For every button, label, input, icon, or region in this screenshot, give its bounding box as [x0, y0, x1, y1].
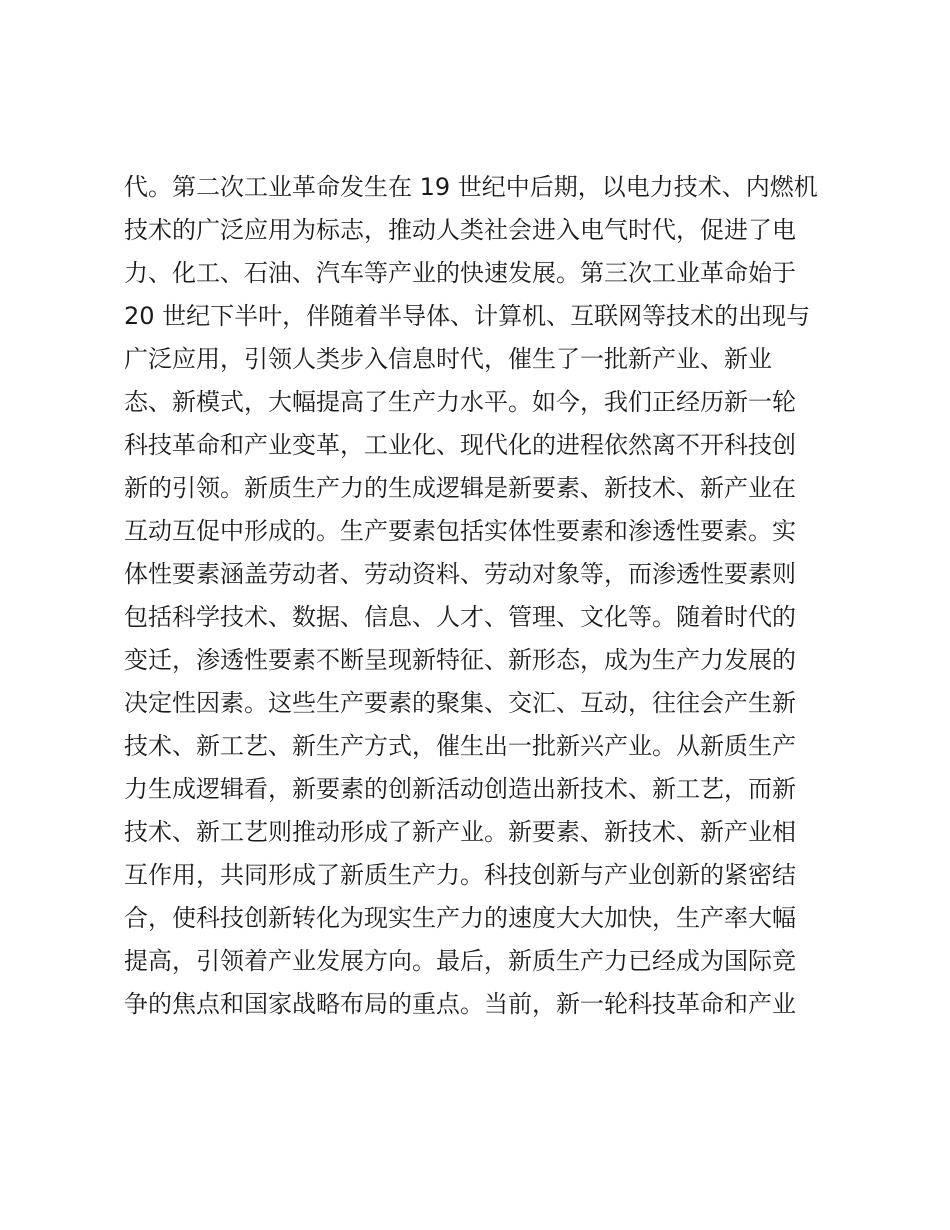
body-paragraph — [124, 166, 844, 1026]
text-line: 决定性因素。这些生产要素的聚集、交汇、互动，往往会产生新 — [124, 689, 796, 717]
text-line: 力生成逻辑看，新要素的创新活动创造出新技术、新工艺，而新 — [124, 775, 796, 803]
text-line: 20 世纪下半叶，伴随着半导体、计算机、互联网等技术的出现与 — [124, 302, 811, 330]
text-line: 代。第二次工业革命发生在 19 世纪中后期，以电力技术、内燃机 — [124, 173, 818, 201]
text-line: 技术、新工艺、新生产方式，催生出一批新兴产业。从新质生产 — [124, 732, 796, 760]
text-line: 提高，引领着产业发展方向。最后，新质生产力已经成为国际竞 — [124, 947, 796, 975]
text-line: 互动互促中形成的。生产要素包括实体性要素和渗透性要素。实 — [124, 517, 796, 545]
text-line: 合，使科技创新转化为现实生产力的速度大大加快，生产率大幅 — [124, 904, 796, 932]
text-line: 新的引领。新质生产力的生成逻辑是新要素、新技术、新产业在 — [124, 474, 796, 502]
text-line: 态、新模式，大幅提高了生产力水平。如今，我们正经历新一轮 — [124, 388, 796, 416]
text-line: 技术、新工艺则推动形成了新产业。新要素、新技术、新产业相 — [124, 818, 796, 846]
text-line: 力、化工、石油、汽车等产业的快速发展。第三次工业革命始于 — [124, 259, 796, 287]
text-line: 体性要素涵盖劳动者、劳动资料、劳动对象等，而渗透性要素则 — [124, 560, 796, 588]
text-line: 变迁，渗透性要素不断呈现新特征、新形态，成为生产力发展的 — [124, 646, 796, 674]
text-line: 科技革命和产业变革，工业化、现代化的进程依然离不开科技创 — [124, 431, 796, 459]
text-line: 技术的广泛应用为标志，推动人类社会进入电气时代，促进了电 — [124, 216, 796, 244]
text-line: 包括科学技术、数据、信息、人才、管理、文化等。随着时代的 — [124, 603, 796, 631]
text-line: 广泛应用，引领人类步入信息时代，催生了一批新产业、新业 — [124, 345, 772, 373]
text-line: 争的焦点和国家战略布局的重点。当前，新一轮科技革命和产业 — [124, 990, 796, 1018]
text-line: 互作用，共同形成了新质生产力。科技创新与产业创新的紧密结 — [124, 861, 796, 889]
